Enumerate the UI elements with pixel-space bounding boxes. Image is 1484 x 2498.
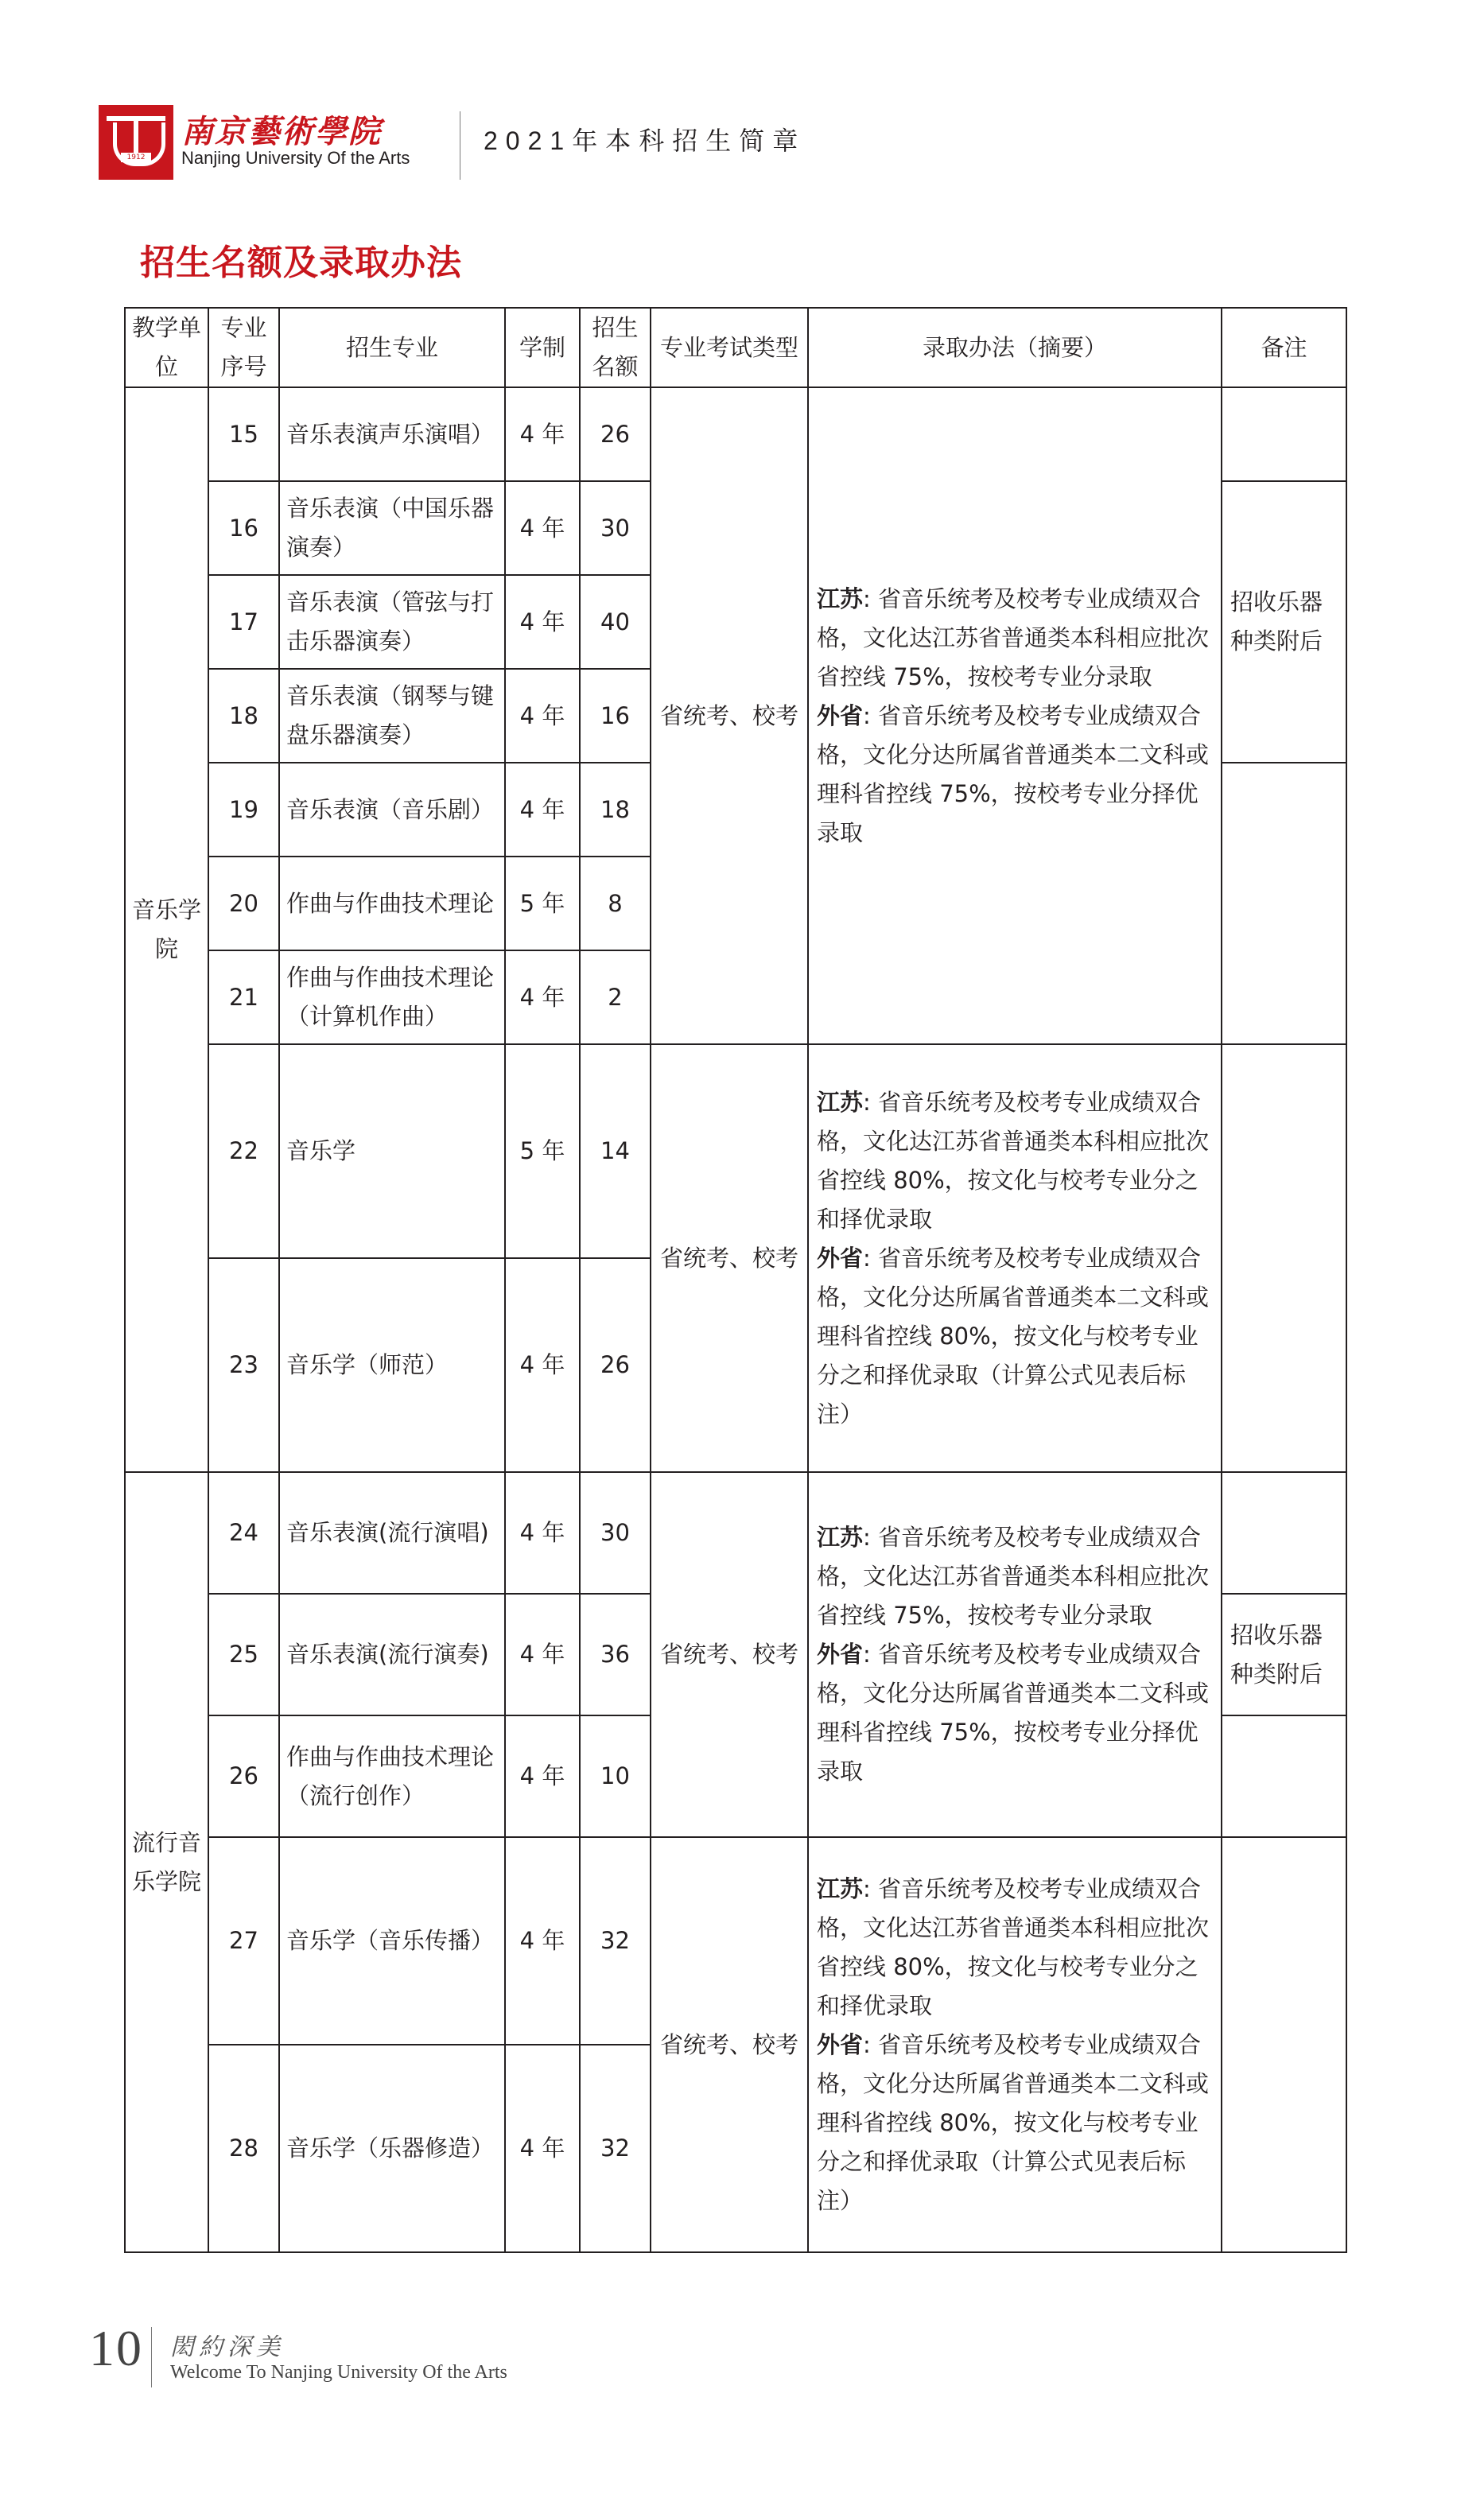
row-quota: 2 [580,950,651,1044]
admission-rule-cell [808,1044,1222,1472]
row-years: 4 年 [505,2045,580,2252]
rule-label-other: 外省 [817,701,864,729]
col-header-remarks: 备注 [1222,308,1346,387]
admission-rule-cell [808,387,1222,1044]
row-major: 音乐表演(流行演唱) [279,1472,505,1594]
rule-label-jiangsu: 江苏 [817,585,864,612]
rule-label-other: 外省 [817,2030,864,2058]
row-number: 24 [208,1472,279,1594]
footer-slogan-english: Welcome To Nanjing University Of the Arts [170,2362,507,2383]
exam-type-cell: 省统考、校考 [651,1044,808,1472]
remarks-cell: 招收乐器种类附后 [1222,481,1346,763]
row-number: 20 [208,857,279,950]
row-years: 4 年 [505,1715,580,1837]
row-quota: 32 [580,2045,651,2252]
row-major: 音乐表演(流行演奏) [279,1594,505,1715]
row-major: 作曲与作曲技术理论 [279,857,505,950]
row-quota: 32 [580,1837,651,2045]
table-row [125,1837,1346,2045]
remarks-cell [1222,1715,1346,1837]
rule-label-jiangsu: 江苏 [817,1524,864,1551]
rule-text-other: : 省音乐统考及校考专业成绩双合格，文化分达所属省普通类本二文科或理科省控线 75%，按校考专业分择优录取 [817,1641,1210,1785]
row-number: 21 [208,950,279,1044]
table-row [125,387,1346,481]
row-years: 4 年 [505,387,580,481]
row-number: 27 [208,1837,279,2045]
row-major: 音乐表演（中国乐器演奏） [279,481,505,575]
row-quota: 30 [580,481,651,575]
row-quota: 14 [580,1044,651,1258]
row-quota: 30 [580,1472,651,1594]
row-quota: 26 [580,1258,651,1472]
row-quota: 36 [580,1594,651,1715]
row-quota: 26 [580,387,651,481]
exam-type-cell: 省统考、校考 [651,387,808,1044]
col-header-number: 专业序号 [208,308,279,387]
section-title: 招生名额及录取办法 [140,243,462,283]
rule-text-jiangsu: : 省音乐统考及校考专业成绩双合格，文化达江苏省普通类本科相应批次省控线 80%，按文化与校考专业分之和择优录取 [817,1874,1210,2019]
admission-rule-cell [808,1837,1222,2252]
row-years: 4 年 [505,1258,580,1472]
logo-english-name: Nanjing University Of the Arts [181,148,410,168]
row-number: 17 [208,575,279,669]
row-major: 音乐学 [279,1044,505,1258]
remarks-cell [1222,1837,1346,2252]
row-quota: 16 [580,669,651,763]
row-major: 音乐学（音乐传播） [279,1837,505,2045]
remarks-cell [1222,1472,1346,1594]
row-major: 音乐表演（钢琴与键盘乐器演奏） [279,669,505,763]
rule-text-jiangsu: : 省音乐统考及校考专业成绩双合格，文化达江苏省普通类本科相应批次省控线 80%，按文化与校考专业分之和择优录取 [817,1088,1210,1233]
row-number: 15 [208,387,279,481]
rule-text-jiangsu: : 省音乐统考及校考专业成绩双合格，文化达江苏省普通类本科相应批次省控线 75%，按校考专业分录取 [817,585,1210,690]
row-major: 音乐表演（管弦与打击乐器演奏） [279,575,505,669]
col-header-admission-rule: 录取办法（摘要） [808,308,1222,387]
rule-label-jiangsu: 江苏 [817,1874,864,1902]
rule-text-other: : 省音乐统考及校考专业成绩双合格，文化分达所属省普通类本二文科或理科省控线 80%，按文化与校考专业分之和择优录取（计算公式见表后标注） [817,2030,1210,2214]
remarks-cell [1222,1044,1346,1472]
row-number: 25 [208,1594,279,1715]
remarks-cell [1222,387,1346,481]
logo-chinese-name: 南京藝術學院 [181,113,382,150]
rule-text-other: : 省音乐统考及校考专业成绩双合格，文化分达所属省普通类本二文科或理科省控线 80%，按文化与校考专业分之和择优录取（计算公式见表后标注） [817,1244,1210,1428]
col-header-exam-type: 专业考试类型 [651,308,808,387]
exam-type-cell: 省统考、校考 [651,1837,808,2252]
university-logo-icon: 1912 [99,105,173,180]
rule-label-jiangsu: 江苏 [817,1088,864,1116]
col-header-unit: 教学单位 [125,308,208,387]
row-major: 音乐表演声乐演唱） [279,387,505,481]
row-major: 作曲与作曲技术理论（计算机作曲） [279,950,505,1044]
row-years: 4 年 [505,763,580,857]
footer-divider [151,2327,152,2387]
exam-type-cell: 省统考、校考 [651,1472,808,1837]
row-years: 5 年 [505,857,580,950]
row-number: 23 [208,1258,279,1472]
row-years: 4 年 [505,1594,580,1715]
table-row [125,1472,1346,1594]
row-major: 音乐学（师范） [279,1258,505,1472]
row-years: 4 年 [505,575,580,669]
row-major: 音乐表演（音乐剧） [279,763,505,857]
col-header-years: 学制 [505,308,580,387]
unit-cell-music: 音乐学院 [125,387,208,1472]
row-number: 16 [208,481,279,575]
row-number: 28 [208,2045,279,2252]
remarks-cell: 招收乐器种类附后 [1222,1594,1346,1715]
row-number: 26 [208,1715,279,1837]
rule-label-other: 外省 [817,1244,864,1272]
row-number: 19 [208,763,279,857]
table-header-row [125,308,1346,387]
row-years: 4 年 [505,1837,580,2045]
table-row [125,1044,1346,1258]
rule-label-other: 外省 [817,1641,864,1668]
row-quota: 10 [580,1715,651,1837]
row-years: 4 年 [505,1472,580,1594]
document-title: 2021年本科招生简章 [484,126,806,155]
col-header-major: 招生专业 [279,308,505,387]
remarks-cell [1222,763,1346,1044]
row-major: 作曲与作曲技术理论（流行创作） [279,1715,505,1837]
row-years: 4 年 [505,481,580,575]
row-quota: 18 [580,763,651,857]
col-header-quota: 招生名额 [580,308,651,387]
row-quota: 40 [580,575,651,669]
row-number: 22 [208,1044,279,1258]
admissions-table [124,307,1347,2253]
row-quota: 8 [580,857,651,950]
unit-cell-pop: 流行音乐学院 [125,1472,208,2252]
rule-text-other: : 省音乐统考及校考专业成绩双合格，文化分达所属省普通类本二文科或理科省控线 75%，按校考专业分择优录取 [817,701,1210,846]
row-major: 音乐学（乐器修造） [279,2045,505,2252]
row-number: 18 [208,669,279,763]
admission-rule-cell [808,1472,1222,1837]
page-number: 10 [89,2320,143,2376]
row-years: 4 年 [505,950,580,1044]
footer-slogan-chinese: 閎約深美 [170,2333,285,2361]
row-years: 4 年 [505,669,580,763]
rule-text-jiangsu: : 省音乐统考及校考专业成绩双合格，文化达江苏省普通类本科相应批次省控线 75%，按校考专业分录取 [817,1524,1210,1629]
row-years: 5 年 [505,1044,580,1258]
